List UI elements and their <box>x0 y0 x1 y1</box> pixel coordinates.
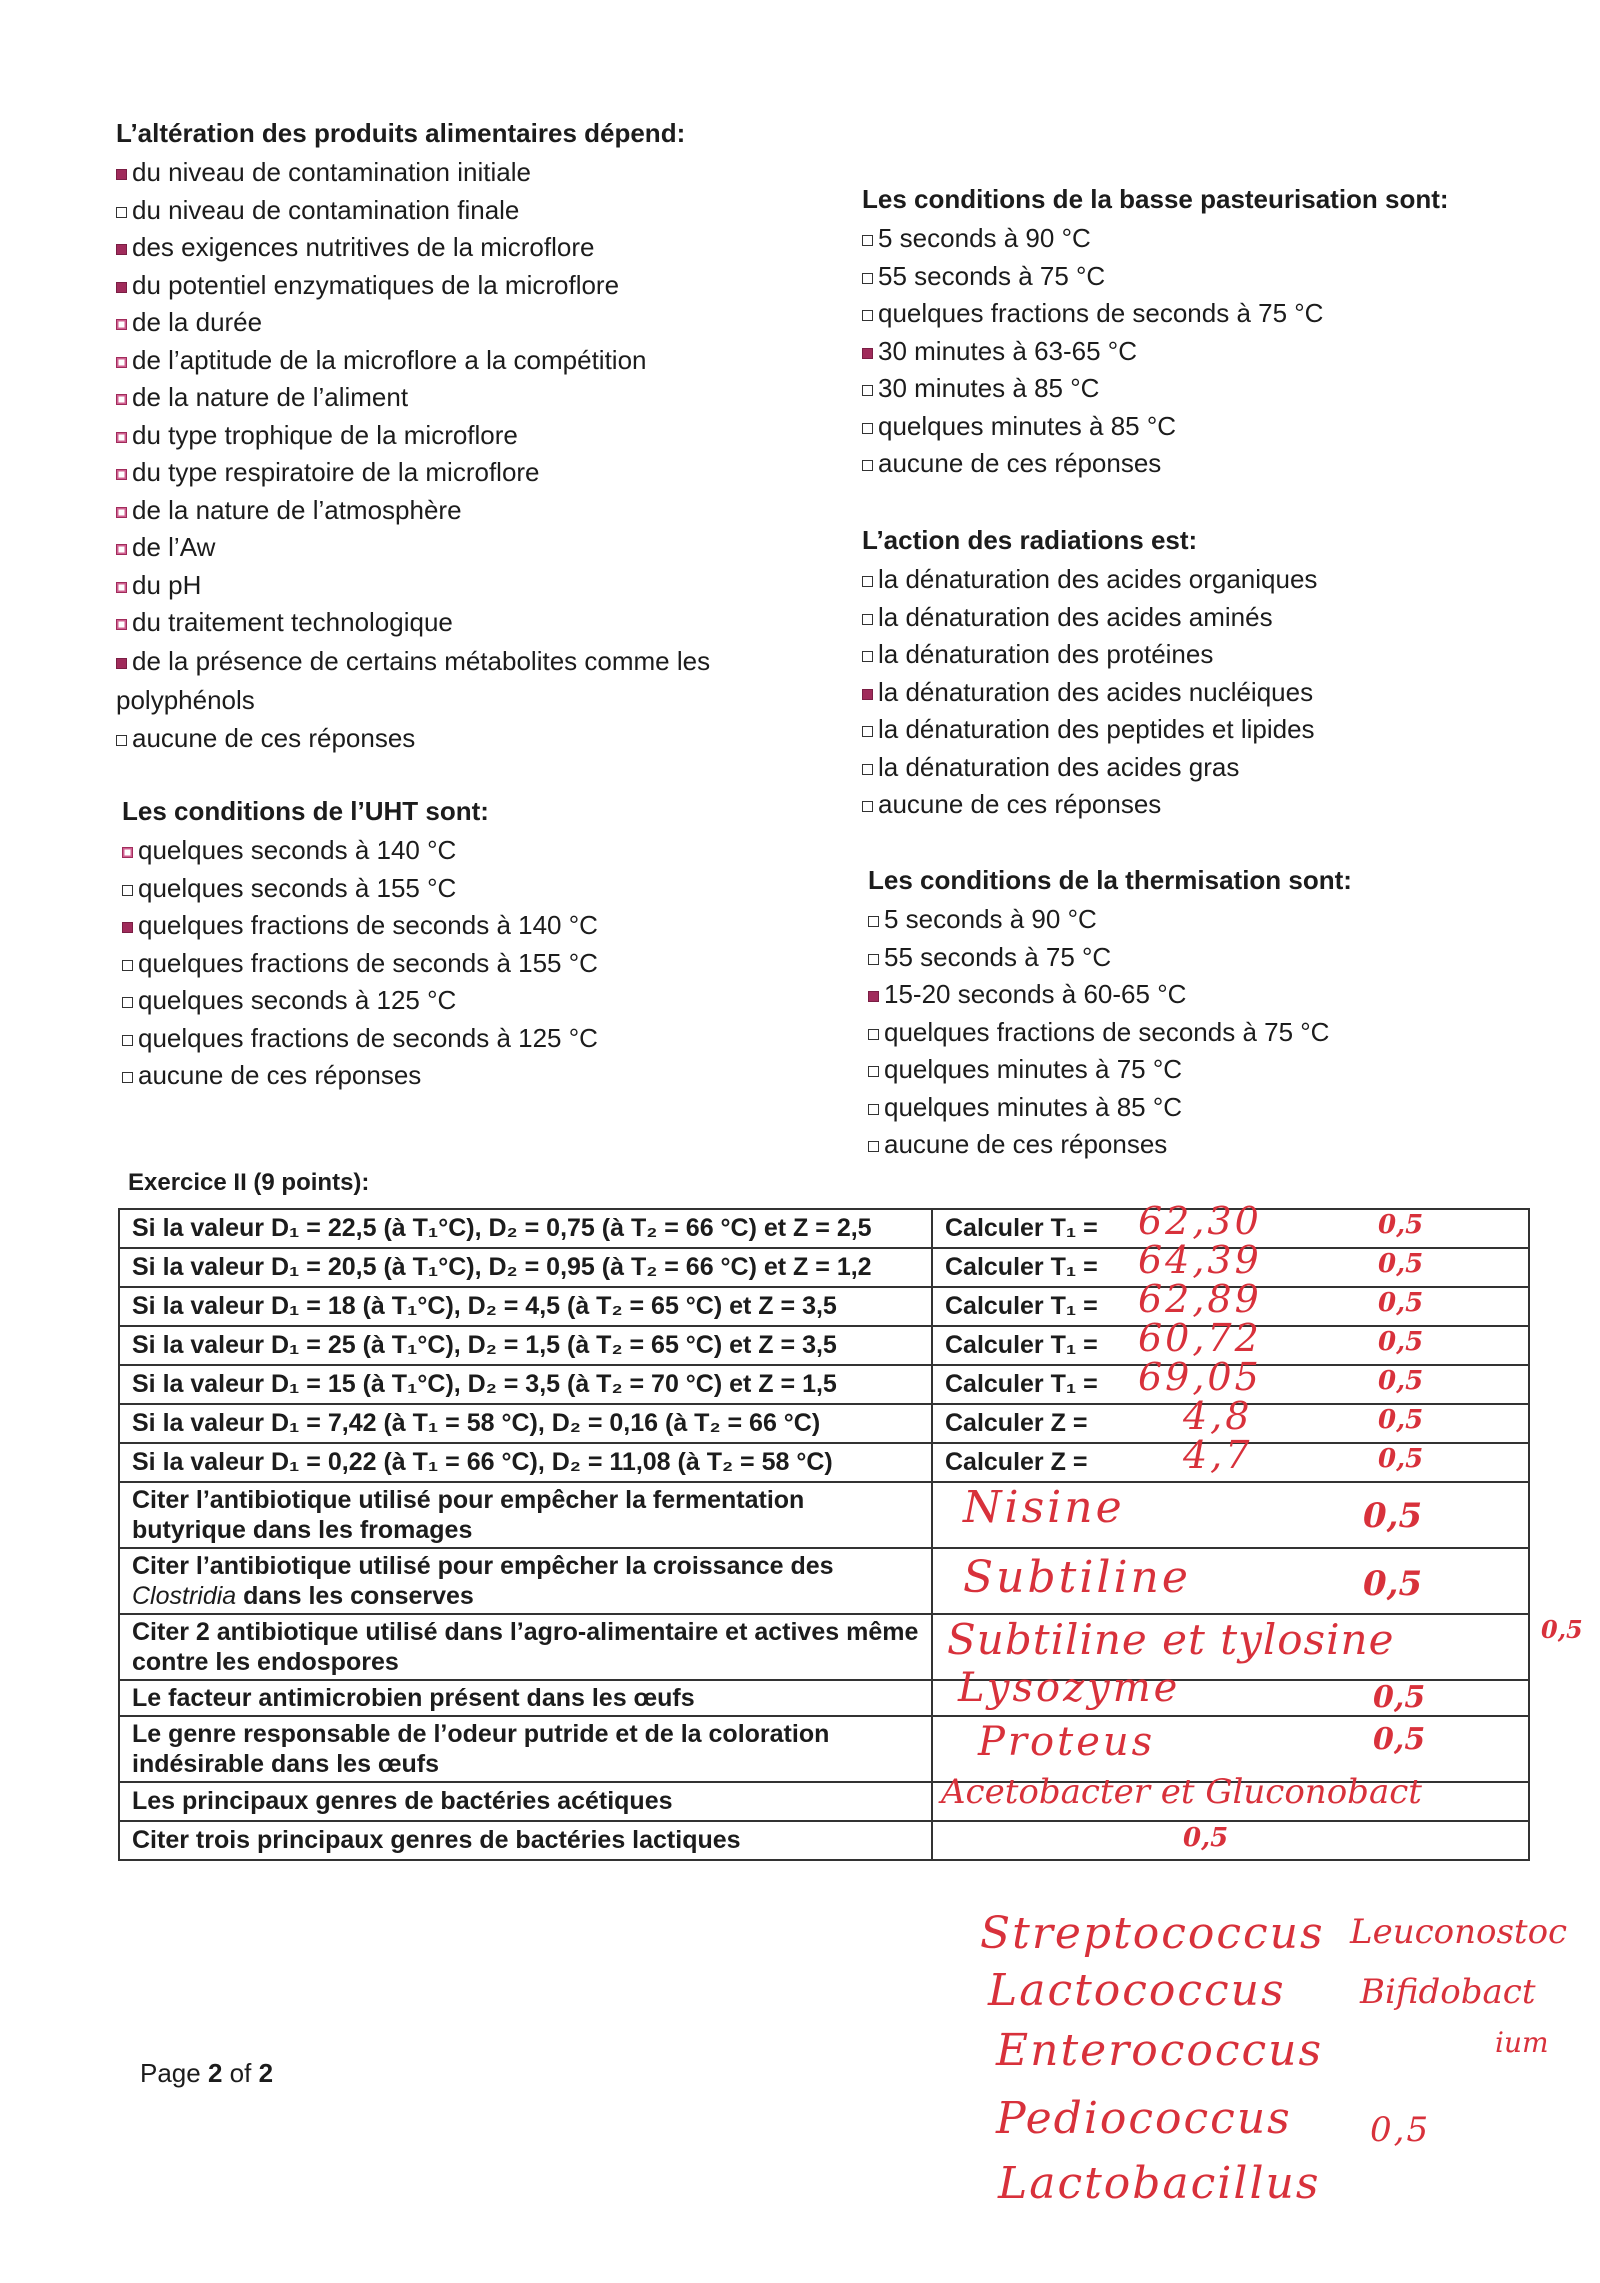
options-list <box>122 832 722 1095</box>
option[interactable]: du type respiratoire de la microflore <box>116 454 796 492</box>
checkbox[interactable] <box>862 576 873 587</box>
handwritten-lactic-4: Pediococcus <box>996 2093 1292 2144</box>
table-row <box>119 1248 1529 1287</box>
answer-cell[interactable] <box>932 1548 1529 1614</box>
handwritten-score: 0,5 <box>1378 1327 1424 1357</box>
checkbox[interactable] <box>862 423 873 434</box>
checkbox[interactable] <box>862 273 873 284</box>
option[interactable]: 5 seconds à 90 °C <box>868 901 1508 939</box>
handwritten-score: 0,5 <box>1378 1249 1424 1279</box>
checkbox[interactable] <box>122 847 133 858</box>
option[interactable]: quelques fractions de seconds à 140 °C <box>122 907 722 945</box>
answer-cell[interactable] <box>932 1772 1529 1853</box>
question-uht <box>122 794 722 1095</box>
handwritten-lactic-5: Lactobacillus <box>998 2158 1321 2209</box>
option[interactable]: 55 seconds à 75 °C <box>868 939 1508 977</box>
handwritten-lactic-2: Lactococcus <box>988 1965 1286 2016</box>
option[interactable]: quelques seconds à 155 °C <box>122 870 722 908</box>
checkbox[interactable] <box>868 916 879 927</box>
option[interactable]: aucune de ces réponses <box>868 1126 1508 1164</box>
option[interactable]: 30 minutes à 63-65 °C <box>862 333 1502 371</box>
option[interactable]: de la durée <box>116 304 796 342</box>
checkbox[interactable] <box>116 544 127 555</box>
question-basse-pasteurisation <box>862 182 1502 483</box>
option[interactable]: du niveau de contamination initiale <box>116 154 796 192</box>
checkbox[interactable] <box>122 997 133 1008</box>
checkbox[interactable] <box>116 394 127 405</box>
question-cell: Si la valeur D₁ = 20,5 (à T₁°C), D₂ = 0,95 (à T₂ = 66 °C) et Z = 1,2 <box>119 1248 932 1287</box>
checkbox[interactable] <box>868 991 879 1002</box>
handwritten-answer: Subtiline <box>963 1552 1191 1603</box>
checkbox[interactable] <box>862 348 873 359</box>
checkbox[interactable] <box>862 689 873 700</box>
handwritten-score: 0,5 <box>1363 1564 1423 1604</box>
question-cell: Si la valeur D₁ = 15 (à T₁°C), D₂ = 3,5 (à T₂ = 70 °C) et Z = 1,5 <box>119 1365 932 1404</box>
handwritten-score: 0,5 <box>1378 1210 1424 1240</box>
question-cell: Si la valeur D₁ = 0,22 (à T₁ = 66 °C), D₂ = 11,08 (à T₂ = 58 °C) <box>119 1443 932 1482</box>
checkbox[interactable] <box>862 460 873 471</box>
option[interactable]: de la nature de l’aliment <box>116 379 796 417</box>
answer-cell[interactable] <box>932 1482 1529 1548</box>
option[interactable]: la dénaturation des acides nucléiques <box>862 674 1502 712</box>
checkbox[interactable] <box>116 169 127 180</box>
option[interactable]: 30 minutes à 85 °C <box>862 370 1502 408</box>
handwritten-answer: 4,8 <box>1183 1394 1253 1438</box>
checkbox[interactable] <box>116 244 127 255</box>
answer-label: Calculer Z = <box>945 1448 1088 1476</box>
option[interactable]: quelques minutes à 75 °C <box>868 1051 1508 1089</box>
question-title: L’altération des produits alimentaires dépend: <box>116 118 686 148</box>
question-cell: Le genre responsable de l’odeur putride et de la coloration indésirable dans les œufs <box>119 1716 932 1782</box>
question-cell: Si la valeur D₁ = 25 (à T₁°C), D₂ = 1,5 (à T₂ = 65 °C) et Z = 3,5 <box>119 1326 932 1365</box>
answer-label: Calculer T₁ = <box>945 1331 1098 1359</box>
option[interactable]: 15-20 seconds à 60-65 °C <box>868 976 1508 1014</box>
option[interactable]: du traitement technologique <box>116 604 796 642</box>
option[interactable]: de la nature de l’atmosphère <box>116 492 796 530</box>
table-row <box>119 1821 1529 1860</box>
checkbox[interactable] <box>122 885 133 896</box>
option[interactable]: quelques fractions de seconds à 125 °C <box>122 1020 722 1058</box>
handwritten-score: 0,5 <box>1373 1722 1426 1757</box>
checkbox[interactable] <box>116 582 127 593</box>
checkbox[interactable] <box>116 619 127 630</box>
handwritten-score: 0,5 <box>1183 1823 1229 1853</box>
question-cell: Citer l’antibiotique utilisé pour empêcher la croissance des Clostridia dans les conserves <box>119 1548 932 1614</box>
handwritten-score: 0,5 <box>1378 1288 1424 1318</box>
options-list <box>116 154 796 757</box>
option[interactable]: de l’Aw <box>116 529 796 567</box>
option[interactable]: quelques minutes à 85 °C <box>868 1089 1508 1127</box>
checkbox[interactable] <box>122 1035 133 1046</box>
checkbox[interactable] <box>862 764 873 775</box>
question-title: Les conditions de l’UHT sont: <box>122 796 489 826</box>
handwritten-lactic-score: 0,5 <box>1370 2110 1431 2150</box>
handwritten-answer: 64,39 <box>1138 1238 1262 1282</box>
answer-cell[interactable] <box>932 1821 1529 1860</box>
question-thermisation <box>868 863 1508 1164</box>
answer-label: Calculer T₁ = <box>945 1214 1098 1242</box>
checkbox[interactable] <box>116 507 127 518</box>
checkbox[interactable] <box>862 801 873 812</box>
question-cell: Si la valeur D₁ = 7,42 (à T₁ = 58 °C), D₂ = 0,16 (à T₂ = 66 °C) <box>119 1404 932 1443</box>
option[interactable]: quelques fractions de seconds à 75 °C <box>868 1014 1508 1052</box>
checkbox[interactable] <box>868 1029 879 1040</box>
checkbox[interactable] <box>116 658 127 669</box>
answer-label: Calculer T₁ = <box>945 1370 1098 1398</box>
handwritten-lactic-3: Enterococcus <box>996 2025 1324 2076</box>
answer-cell[interactable] <box>932 1433 1529 1482</box>
handwritten-score: 0,5 <box>1378 1366 1424 1396</box>
checkbox[interactable] <box>116 319 127 330</box>
handwritten-answer: 4,7 <box>1183 1433 1253 1477</box>
handwritten-lactic-8: ium <box>1495 2026 1549 2059</box>
option[interactable]: quelques seconds à 125 °C <box>122 982 722 1020</box>
handwritten-answer: Lysozyme <box>958 1665 1181 1711</box>
handwritten-score: 0,5 <box>1363 1496 1423 1536</box>
table-row <box>119 1443 1529 1482</box>
answer-cell[interactable] <box>932 1665 1529 1716</box>
question-cell: Les principaux genres de bactéries acétiques <box>119 1782 932 1821</box>
option[interactable]: du niveau de contamination finale <box>116 192 796 230</box>
checkbox[interactable] <box>116 282 127 293</box>
option[interactable]: la dénaturation des acides organiques <box>862 561 1502 599</box>
table-row <box>119 1680 1529 1716</box>
handwritten-lactic-6: Leuconostoc <box>1350 1912 1568 1952</box>
table-row <box>119 1365 1529 1404</box>
table-row <box>119 1482 1529 1548</box>
checkbox[interactable] <box>862 235 873 246</box>
question-title: L’action des radiations est: <box>862 525 1198 555</box>
table-row <box>119 1548 1529 1614</box>
exercise-title: Exercice II (9 points): <box>128 1169 370 1196</box>
checkbox[interactable] <box>862 310 873 321</box>
checkbox[interactable] <box>116 432 127 443</box>
options-list <box>862 220 1502 483</box>
table-row <box>119 1209 1529 1248</box>
option[interactable]: quelques fractions de seconds à 75 °C <box>862 295 1502 333</box>
checkbox[interactable] <box>862 385 873 396</box>
option[interactable]: du pH <box>116 567 796 605</box>
handwritten-lactic-1: Streptococcus <box>980 1908 1325 1959</box>
checkbox[interactable] <box>116 469 127 480</box>
handwritten-answer: 62,89 <box>1138 1277 1262 1321</box>
option[interactable]: aucune de ces réponses <box>862 445 1502 483</box>
table-row <box>119 1782 1529 1821</box>
exercise-table <box>118 1199 1583 1861</box>
checkbox[interactable] <box>116 357 127 368</box>
checkbox[interactable] <box>122 960 133 971</box>
option[interactable]: du type trophique de la microflore <box>116 417 796 455</box>
option[interactable]: du potentiel enzymatiques de la microflore <box>116 267 796 305</box>
option[interactable]: de l’aptitude de la microflore a la compétition <box>116 342 796 380</box>
handwritten-answer: Acetobacter et Gluconobact <box>941 1772 1422 1812</box>
option[interactable]: aucune de ces réponses <box>862 786 1502 824</box>
option[interactable]: la dénaturation des acides gras <box>862 749 1502 787</box>
handwritten-lactic-7: Bifidobact <box>1360 1972 1536 2012</box>
handwritten-answer: Nisine <box>963 1482 1125 1533</box>
question-title: Les conditions de la basse pasteurisation sont: <box>862 184 1449 214</box>
checkbox[interactable] <box>116 207 127 218</box>
checkbox[interactable] <box>868 1104 879 1115</box>
option[interactable]: aucune de ces réponses <box>122 1057 722 1095</box>
option[interactable]: des exigences nutritives de la microflore <box>116 229 796 267</box>
question-cell: Citer trois principaux genres de bactéries lactiques <box>119 1821 932 1860</box>
question-cell: Si la valeur D₁ = 18 (à T₁°C), D₂ = 4,5 (à T₂ = 65 °C) et Z = 3,5 <box>119 1287 932 1326</box>
option[interactable]: de la présence de certains métabolites comme les polyphénols <box>116 645 711 715</box>
handwritten-score: 0,5 <box>1378 1405 1424 1435</box>
handwritten-answer: 69,05 <box>1138 1355 1262 1399</box>
options-list <box>862 561 1502 824</box>
answer-label: Calculer T₁ = <box>945 1292 1098 1320</box>
table-row <box>119 1614 1529 1680</box>
checkbox[interactable] <box>116 735 127 746</box>
answer-label: Calculer Z = <box>945 1409 1088 1437</box>
handwritten-answer: Subtiline et tylosine <box>947 1615 1395 1664</box>
checkbox[interactable] <box>868 1141 879 1152</box>
checkbox[interactable] <box>868 954 879 965</box>
option[interactable]: 5 seconds à 90 °C <box>862 220 1502 258</box>
checkbox[interactable] <box>862 614 873 625</box>
handwritten-score: 0,5 <box>1378 1444 1424 1474</box>
question-alteration <box>116 116 796 757</box>
option[interactable]: la dénaturation des acides aminés <box>862 599 1502 637</box>
option[interactable]: 55 seconds à 75 °C <box>862 258 1502 296</box>
checkbox[interactable] <box>868 1066 879 1077</box>
option[interactable]: la dénaturation des protéines <box>862 636 1502 674</box>
option[interactable]: quelques fractions de seconds à 155 °C <box>122 945 722 983</box>
options-list <box>868 901 1508 1164</box>
option[interactable]: quelques minutes à 85 °C <box>862 408 1502 446</box>
table-row <box>119 1326 1529 1365</box>
handwritten-answer: 62,30 <box>1138 1199 1262 1243</box>
answer-label: Calculer T₁ = <box>945 1253 1098 1281</box>
handwritten-score: 0,5 <box>1373 1680 1426 1715</box>
table-row <box>119 1404 1529 1443</box>
option[interactable]: la dénaturation des peptides et lipides <box>862 711 1502 749</box>
handwritten-answer: Proteus <box>978 1719 1156 1765</box>
handwritten-answer: 60,72 <box>1138 1316 1262 1360</box>
question-cell: Le facteur antimicrobien présent dans les œufs <box>119 1680 932 1716</box>
option[interactable]: aucune de ces réponses <box>116 720 796 758</box>
page-number: Page 2 of 2 <box>140 2058 274 2088</box>
handwritten-score: 0,5 <box>1541 1615 1583 1644</box>
option[interactable]: quelques seconds à 140 °C <box>122 832 722 870</box>
question-cell: Citer l’antibiotique utilisé pour empêcher la fermentation butyrique dans les fromages <box>119 1482 932 1548</box>
checkbox[interactable] <box>122 1072 133 1083</box>
question-cell: Si la valeur D₁ = 22,5 (à T₁°C), D₂ = 0,75 (à T₂ = 66 °C) et Z = 2,5 <box>119 1209 932 1248</box>
question-radiations <box>862 523 1502 824</box>
table-row <box>119 1287 1529 1326</box>
question-cell: Citer 2 antibiotique utilisé dans l’agro-alimentaire et actives même contre les endospores <box>119 1614 932 1680</box>
question-title: Les conditions de la thermisation sont: <box>868 865 1352 895</box>
checkbox[interactable] <box>862 651 873 662</box>
checkbox[interactable] <box>862 726 873 737</box>
checkbox[interactable] <box>122 922 133 933</box>
